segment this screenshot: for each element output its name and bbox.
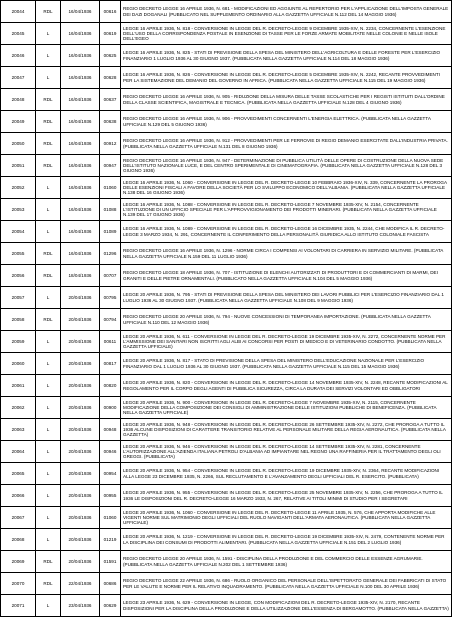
- act-type-cell: RDL: [36, 89, 61, 111]
- act-code-cell: 00912: [100, 133, 121, 155]
- table-row: [1, 397, 452, 419]
- act-date-cell: 20/04/1936: [61, 419, 100, 441]
- act-type-cell: RDL: [36, 243, 61, 265]
- entry-number-cell: 20060: [1, 353, 36, 375]
- entry-number-cell: 20065: [1, 463, 36, 485]
- table-row: [1, 573, 452, 595]
- act-date-cell: 16/04/1936: [61, 111, 100, 133]
- entry-number-cell: 20056: [1, 265, 36, 287]
- act-description-cell: LEGGE 20 APRILE 1936, N. 1219 - CONVERSIONE IN LEGGE DEL R. DECRETO-LEGGE 19 DICEMBRE 1935-XIV, N. 2479, CONTENENTE NORME PER LA DISCIPLINA DEI CONSUMI DI PRODOTTI ALIMENTARI. (PUBBLICATA NELLA GAZZETTA UFFICIALE N.151 DEL 2 LUGLIO 1936): [121, 529, 452, 551]
- act-date-cell: 16/04/1936: [61, 67, 100, 89]
- act-code-cell: 01219: [100, 529, 121, 551]
- act-date-cell: 20/04/1936: [61, 485, 100, 507]
- table-row: [1, 133, 452, 155]
- act-date-cell: 20/04/1936: [61, 463, 100, 485]
- act-code-cell: 00947: [100, 155, 121, 177]
- entry-number-cell: 20063: [1, 419, 36, 441]
- act-type-cell: L: [36, 397, 61, 419]
- table-row: [1, 595, 452, 617]
- act-code-cell: 01089: [100, 221, 121, 243]
- act-type-cell: L: [36, 485, 61, 507]
- act-code-cell: 00616: [100, 1, 121, 23]
- act-type-cell: L: [36, 199, 61, 221]
- table-row: [1, 551, 452, 573]
- act-type-cell: L: [36, 221, 61, 243]
- act-code-cell: 00795: [100, 287, 121, 309]
- act-description-cell: LEGGE 20 APRILE 1936, N. 954 - CONVERSIONE IN LEGGE DEL R. DECRETO-LEGGE 19 DICEMBRE 1935-XIV, N. 2364, RECANTE MODIFICAZIONI ALLA LEGGE 23 DICEMBRE 1935, N. 2266, SUL RECLUTAMENTO E L'AVANZAMENTO DEGLI UFFICIALI DEL R. ESERCITO. (PUBBLICATA): [121, 463, 452, 485]
- act-description-cell: LEGGE 20 APRILE 1936, N. 946 - CONVERSIONE IN LEGGE DEL R. DECRETO-LEGGE 14 SETTEMBRE 1935-XIV, N. 2281, CONCERNENTE L'AUTORIZZAZIONE ALL'AZIENDA ITALIANA PETROLI D'ALBANIA AD IMPIANTARE NEL REGNO UNA RAFFINERIA PER IL TRATTAMENTO DEGLI OLI GREGGI. (PUBBLICATA): [121, 441, 452, 463]
- act-date-cell: 20/04/1936: [61, 309, 100, 331]
- entry-number-cell: 20062: [1, 397, 36, 419]
- act-code-cell: 00707: [100, 265, 121, 287]
- table-row: [1, 287, 452, 309]
- entry-number-cell: 20071: [1, 595, 36, 617]
- act-description-cell: LEGGE 16 APRILE 1936, N. 1088 - CONVERSIONE IN LEGGE DEL R. DECRETO-LEGGE 7 NOVEMBRE 1935-XIV, N. 2154, CONCERNENTE L'ISTITUZIONE DI UN UFFICIO SPECIALE PER L'APPROVVIGIONAMENTO DEI PRODOTTI MINERARI. (PUBBLICATA NELLA GAZZETTA UFFICIALE N.139 DEL 17 GIUGNO 1936): [121, 199, 452, 221]
- entry-number-cell: 20052: [1, 177, 36, 199]
- entry-number-cell: 20046: [1, 45, 36, 67]
- act-type-cell: RDL: [36, 265, 61, 287]
- entry-number-cell: 20067: [1, 507, 36, 529]
- act-type-cell: L: [36, 595, 61, 617]
- table-row: [1, 353, 452, 375]
- act-description-cell: REGIO DECRETO LEGGE 16 APRILE 1936, N. 681 - MODIFICAZIONI ED AGGIUNTE AL REPERTORIO PER L'APPLICAZIONE DELL'IMPOSTA GENERALE DEI DAZI DOGANALI (PUBBLICATO NEL SUPPLEMENTO ORDINARIO ALLA GAZZETTA UFFICIALE N.112 DEL 14 MAGGIO 1936): [121, 1, 452, 23]
- act-date-cell: 16/04/1936: [61, 23, 100, 45]
- table-row: [1, 419, 452, 441]
- act-date-cell: 16/04/1936: [61, 155, 100, 177]
- table-row: [1, 485, 452, 507]
- act-code-cell: 01591: [100, 551, 121, 573]
- act-type-cell: L: [36, 45, 61, 67]
- act-date-cell: 20/04/1936: [61, 397, 100, 419]
- act-code-cell: 00628: [100, 67, 121, 89]
- table-row: [1, 199, 452, 221]
- act-type-cell: L: [36, 375, 61, 397]
- act-type-cell: L: [36, 353, 61, 375]
- table-row: [1, 529, 452, 551]
- act-code-cell: 00625: [100, 45, 121, 67]
- entry-number-cell: 20059: [1, 331, 36, 353]
- entry-number-cell: 20055: [1, 243, 36, 265]
- act-date-cell: 16/04/1936: [61, 133, 100, 155]
- act-type-cell: L: [36, 463, 61, 485]
- act-description-cell: LEGGE 16 APRILE 1936, N. 825 - STATI DI PREVISIONE DELLA SPESA DEL MINISTERO DELL'AGRICOLTURA E DELLE FORESTE PER L'ESERCIZIO FINANZIARIO 1 LUGLIO 1936 AL 30 GIUGNO 1937. (PUBBLICATA NELLA GAZZETTA UFFICIALE N.114 DEL 18 MAGGIO 1936): [121, 45, 452, 67]
- act-code-cell: 00637: [100, 89, 121, 111]
- table-row: [1, 45, 452, 67]
- act-code-cell: 01088: [100, 199, 121, 221]
- act-type-cell: L: [36, 331, 61, 353]
- table-row: [1, 89, 452, 111]
- act-description-cell: LEGGE 16 APRILE 1936, N. 826 - CONVERSIONE IN LEGGE DEL R. DECRETO-LEGGE 5 DICEMBRE 1935-XIV, N. 2242, RECANTE PROVVEDIMENTI PER LA SISTEMAZIONE DEL DEMANIO DEL GOVERNO IN AFRICA. (PUBBLICATA NELLA GAZZETTA UFFICIALE N.115 DEL 19 MAGGIO 1936): [121, 67, 452, 89]
- act-type-cell: L: [36, 507, 61, 529]
- table-row: [1, 507, 452, 529]
- act-type-cell: RDL: [36, 111, 61, 133]
- act-date-cell: 16/04/1936: [61, 243, 100, 265]
- table-row: [1, 331, 452, 353]
- act-code-cell: 00954: [100, 463, 121, 485]
- act-date-cell: 16/04/1936: [61, 221, 100, 243]
- table-row: [1, 67, 452, 89]
- act-type-cell: RDL: [36, 309, 61, 331]
- act-code-cell: 01060: [100, 507, 121, 529]
- act-description-cell: LEGGE 20 APRILE 1936, N. 795 - STATI DI PREVISIONE DELLA SPESA DEL MINISTERO DEI LAVORI PUBBLICI PER L'ESERCIZIO FINANZIARIO DAL 1 LUGLIO 1936 AL 30 GIUGNO 1937. (PUBBLICATA NELLA GAZZETTA UFFICIALE N.108 DEL 9 MAGGIO 1936): [121, 287, 452, 309]
- act-code-cell: 01060: [100, 177, 121, 199]
- act-description-cell: LEGGE 20 APRILE 1936, N. 820 - CONVERSIONE IN LEGGE DEL R. DECRETO-LEGGE 14 NOVEMBRE 1935-XIV, N. 2248, RECANTE MODIFICAZIONI AL REGOLAMENTO PER IL CORPO DEGLI AGENTI DI PUBBLICA SICUREZZA, CIRCA LA DURATA DEI SERVIZI VOLONTARI ED OBBLIGATORI: [121, 375, 452, 397]
- act-description-cell: LEGGE 20 APRILE 1936, N. 955 - CONVERSIONE IN LEGGE DEL R. DECRETO-LEGGE 25 NOVEMBRE 1935-XIV, N. 2256, CHE PROROGA A TUTTO IL 1936 LE DISPOSIZIONI DEL R. DECRETO-LEGGE 16 MARZO 1933, N. 267, RELATIVE AI TITOLI MINIMI DI STUDIO PER I SEGRETARI: [121, 485, 452, 507]
- table-row: [1, 463, 452, 485]
- act-description-cell: REGIO DECRETO LEGGE 18 APRILE 1936, N. 707 - ISTITUZIONE DI ELENCHI AUTORIZZATI DI PRODUTTORI E DI COMMERCIANTI DI MARMI, DEI GRANITI E DELLE PIETRE ORNAMENTALI. (PUBBLICATO NELLA GAZZETTA UFFICIALE N.104 DEL 5 MAGGIO 1936): [121, 265, 452, 287]
- act-date-cell: 20/04/1936: [61, 331, 100, 353]
- entry-number-cell: 20054: [1, 221, 36, 243]
- act-description-cell: REGIO DECRETO LEGGE 20 APRILE 1936, N. 1591 - DISCIPLINA DELLA PRODUZIONE E DEL COMMERCIO DELLE ESSENZE AGRUMARIE. (PUBBLICATA NELLA GAZZETTA UFFICIALE N.202 DEL 1 SETTEMBRE 1936): [121, 551, 452, 573]
- act-date-cell: 16/04/1936: [61, 199, 100, 221]
- act-description-cell: REGIO DECRETO LEGGE 16 APRILE 1936, N. 906 - PROVVEDIMENTI CONCERNENTI L'ENERGIA ELETTRICA. (PUBBLICATA NELLA GAZZETTA UFFICIALE N.129 DEL 5 GIUGNO 1936): [121, 111, 452, 133]
- table-row: [1, 243, 452, 265]
- entry-number-cell: 20066: [1, 485, 36, 507]
- entry-number-cell: 20061: [1, 375, 36, 397]
- act-code-cell: 00611: [100, 331, 121, 353]
- table-row: [1, 1, 452, 23]
- act-type-cell: RDL: [36, 155, 61, 177]
- act-type-cell: RDL: [36, 551, 61, 573]
- act-date-cell: 20/04/1936: [61, 529, 100, 551]
- entry-number-cell: 20051: [1, 155, 36, 177]
- act-date-cell: 20/04/1936: [61, 353, 100, 375]
- act-code-cell: 00946: [100, 441, 121, 463]
- act-description-cell: LEGGE 16 APRILE 1936, N. 818 - CONVERSIONE IN LEGGE DEL R. DECRETO-LEGGE 9 DICEMBRE 1935-XIV, N. 2234, CONCERNENTE L'ESENZIONE DELL'USO DELLA CORRISPONDENZA POSTALE IN ESENZIONE DI TASSE PER LE FORZE ARMATE MOBILITATE NELLE COLONIE E NELLE ISOLE DELL'EGEO: [121, 23, 452, 45]
- act-date-cell: 16/04/1936: [61, 45, 100, 67]
- act-date-cell: 20/04/1936: [61, 441, 100, 463]
- act-type-cell: L: [36, 67, 61, 89]
- act-type-cell: RDL: [36, 133, 61, 155]
- act-date-cell: 16/04/1936: [61, 89, 100, 111]
- entry-number-cell: 20068: [1, 529, 36, 551]
- act-date-cell: 16/04/1936: [61, 1, 100, 23]
- act-description-cell: REGIO DECRETO LEGGE 16 APRILE 1936, N. 1296 - NORME CIRCA I COMPENSI AI VOLONTARI DI CARRIERA IN SERVIZIO MILITARE. (PUBBLICATA NELLA GAZZETTA UFFICIALE N.159 DEL 11 LUGLIO 1936): [121, 243, 452, 265]
- act-type-cell: L: [36, 441, 61, 463]
- act-date-cell: 22/04/1936: [61, 573, 100, 595]
- entry-number-cell: 20049: [1, 111, 36, 133]
- table-row: [1, 309, 452, 331]
- act-description-cell: LEGGE 23 APRILE 1936, N. 629 - CONVERSIONE IN LEGGE, CON MODIFICAZIONI DEL R. DECRETO-LEGGE 1935-XIV, N. 2170, RECANTE DISPOSIZIONI PER LA DISCIPLINA DELLA PRODUZIONE E DELLA UTILIZZAZIONE DELL'ESSENZA DI BERGAMOTTO. (PUBBLICATA NELLA GAZZETTA): [121, 595, 452, 617]
- act-date-cell: 20/04/1936: [61, 287, 100, 309]
- table-row: [1, 265, 452, 287]
- act-date-cell: 20/04/1936: [61, 551, 100, 573]
- act-date-cell: 20/04/1936: [61, 375, 100, 397]
- act-date-cell: 18/04/1936: [61, 265, 100, 287]
- act-description-cell: LEGGE 20 APRILE 1936, N. 611 - CONVERSIONE IN LEGGE DEL R. DECRETO-LEGGE 19 DICEMBRE 1935-XIV, N. 2272, CONCERNENTE NORME PER L'AMMISSIONE DEI SANITARI NON ISCRITTI AGLI ALBI AI CONCORSI PER POSTI DI MEDICO E DI VETERINARIO CONDOTTO. (PUBBLICATA NELLA GAZZETTA UFFICIALE): [121, 331, 452, 353]
- act-description-cell: REGIO DECRETO LEGGE 16 APRILE 1936, N. 912 - PROVVEDIMENTI PER LE FERROVIE DI REGIO DEMANIO ESERCITATE DALL'INDUSTRIA PRIVATA. (PUBBLICATA NELLA GAZZETTA UFFICIALE N.131 DEL 8 GIUGNO 1936): [121, 133, 452, 155]
- act-code-cell: 00619: [100, 23, 121, 45]
- entry-number-cell: 20045: [1, 23, 36, 45]
- table-row: [1, 23, 452, 45]
- act-date-cell: 23/04/1936: [61, 595, 100, 617]
- table-row: [1, 111, 452, 133]
- entry-number-cell: 20050: [1, 133, 36, 155]
- act-code-cell: 00948: [100, 419, 121, 441]
- entry-number-cell: 20053: [1, 199, 36, 221]
- act-type-cell: RDL: [36, 1, 61, 23]
- act-type-cell: L: [36, 529, 61, 551]
- act-description-cell: LEGGE 16 APRILE 1936, N. 1089 - CONVERSIONE IN LEGGE DEL R. DECRETO-LEGGE 16 DICEMBRE 1935, N. 2244, CHE MODIFICA IL R. DECRETO-LEGGE 3 MARZO 1934, N. 291, CONCERNENTE IL CONFERIMENTO DELLA PERSONALITÀ GIURIDICA ALLO ISTITUTO COLONIALE FASCISTA: [121, 221, 452, 243]
- act-description-cell: LEGGE 20 APRILE 1936, N. 900 - CONVERSIONE IN LEGGE DEL R. DECRETO-LEGGE 7 NOVEMBRE 1935-XIV, N. 2115, CONCERNENTE MODIFICAZIONE DELLA COMPOSIZIONE DEI CONSIGLI DI AMMINISTRAZIONE DELLE ISTITUZIONI PUBBLICHE DI BENEFICENZA. (PUBBLICATA NELLA GAZZETTA UFFICIALE): [121, 397, 452, 419]
- table-row: [1, 441, 452, 463]
- act-date-cell: 20/04/1936: [61, 507, 100, 529]
- entry-number-cell: 20048: [1, 89, 36, 111]
- act-description-cell: LEGGE 20 APRILE 1936, N. 1060 - CONVERSIONE IN LEGGE DEL R. DECRETO-LEGGE 11 APRILE 1935, N. 576, CHE APPORTA MODIFICHE ALLE VIGENTI NORME SUL MATRIMONIO DEGLI UFFICIALI DEL RUOLO NAVIGANTI DELL'ARMATA AERONAUTICA. (PUBBLICATA NELLA GAZZETTA UFFICIALE): [121, 507, 452, 529]
- entry-number-cell: 20044: [1, 1, 36, 23]
- entry-number-cell: 20069: [1, 551, 36, 573]
- act-code-cell: 00900: [100, 397, 121, 419]
- act-code-cell: 00955: [100, 485, 121, 507]
- act-type-cell: RDL: [36, 573, 61, 595]
- table-row: [1, 221, 452, 243]
- entry-number-cell: 20058: [1, 309, 36, 331]
- table-row: [1, 177, 452, 199]
- act-description-cell: LEGGE 20 APRILE 1936, N. 948 - CONVERSIONE IN LEGGE DEL R. DECRETO-LEGGE 26 SETTEMBRE 1935-XIV, N. 2272, CHE PROROGA A TUTTO IL 1936 ALCUNE DISPOSIZIONI DI CARATTERE TRANSITORIO RELATIVE AL PERSONALE MILITARE DELLA REGIA AERONAUTICA. (PUBBLICATA NELLA GAZZETTA): [121, 419, 452, 441]
- entry-number-cell: 20070: [1, 573, 36, 595]
- table-row: [1, 375, 452, 397]
- act-type-cell: L: [36, 419, 61, 441]
- act-description-cell: LEGGE 16 APRILE 1936, N. 1060 - CONVERSIONE IN LEGGE DEL R. DECRETO-LEGGE 10 FEBBRAIO 1936-XIV, N. 339, CONCERNENTE LA PROROGA DELLE ESENZIONI FISCALI A FAVORE DELLA SOCIETÀ PER LO SVILUPPO ECONOMICO DELL'ALBANIA. (PUBBLICATA NELLA GAZZETTA UFFICIALE N.138 DEL 16 GIUGNO 1936): [121, 177, 452, 199]
- act-description-cell: REGIO DECRETO LEGGE 16 APRILE 1936, N. 905 - RIDUZIONE DELLA MISURA DELLE TASSE SCOLASTICHE PER I REGISTI ISTITUITI DALL'ORDINE DELLA CLASSE SCIENTIFICA, MAGISTRALE E TECNICA. (PUBBLICATA NELLA GAZZETTA UFFICIALE N.128 DEL 4 GIUGNO 1936): [121, 89, 452, 111]
- act-type-cell: L: [36, 23, 61, 45]
- act-description-cell: REGIO DECRETO LEGGE 22 APRILE 1936, N. 686 - RUOLO ORGANICO DEL PERSONALE DELL'ISPETTORATO GENERALE DEI FABBRICATI DI STATO PER LE VALUTE E NORME PER IL RELATIVO INQUADRAMENTO. (PUBBLICATA NELLA GAZZETTA UFFICIALE N.100 DEL 30 APRILE 1936): [121, 573, 452, 595]
- entry-number-cell: 20047: [1, 67, 36, 89]
- entry-number-cell: 20064: [1, 441, 36, 463]
- act-code-cell: 00638: [100, 111, 121, 133]
- act-code-cell: 00817: [100, 353, 121, 375]
- entry-number-cell: 20057: [1, 287, 36, 309]
- act-type-cell: L: [36, 287, 61, 309]
- act-code-cell: 00794: [100, 309, 121, 331]
- act-code-cell: 00820: [100, 375, 121, 397]
- act-code-cell: 00629: [100, 595, 121, 617]
- act-description-cell: REGIO DECRETO LEGGE 16 APRILE 1936, N. 947 - DETERMINAZIONE DI PUBBLICA UTILITÀ DELLE OPERE DI COSTRUZIONE DELLA NUOVA SEDE DELL'ISTITUTO NAZIONALE LUCE, E DEL CENTRO SPERIMENTALE DI CINEMATOGRAFIA. (PUBBLICATA NELLA GAZZETTA UFFICIALE N.128 DEL 3 GIUGNO 1936): [121, 155, 452, 177]
- act-description-cell: REGIO DECRETO LEGGE 20 APRILE 1936, N. 794 - NUOVE CONCESSIONI DI TEMPORANEA IMPORTAZIONE. (PUBBLICATA NELLA GAZZETTA UFFICIALE N.110 DEL 12 MAGGIO 1936): [121, 309, 452, 331]
- table-row: [1, 155, 452, 177]
- act-code-cell: 00686: [100, 573, 121, 595]
- act-type-cell: L: [36, 177, 61, 199]
- act-date-cell: 16/04/1936: [61, 177, 100, 199]
- act-code-cell: 01296: [100, 243, 121, 265]
- act-description-cell: LEGGE 20 APRILE 1936, N. 817 - STATO DI PREVISIONE DELLA SPESA DEL MINISTERO DELL'EDUCAZIONE NAZIONALE PER L'ESERCIZIO FINANZIARIO DAL 1 LUGLIO 1936 AL 30 GIUGNO 1937. (PUBBLICATA NELLA GAZZETTA UFFICIALE N.115 DEL 15 MAGGIO 1936): [121, 353, 452, 375]
